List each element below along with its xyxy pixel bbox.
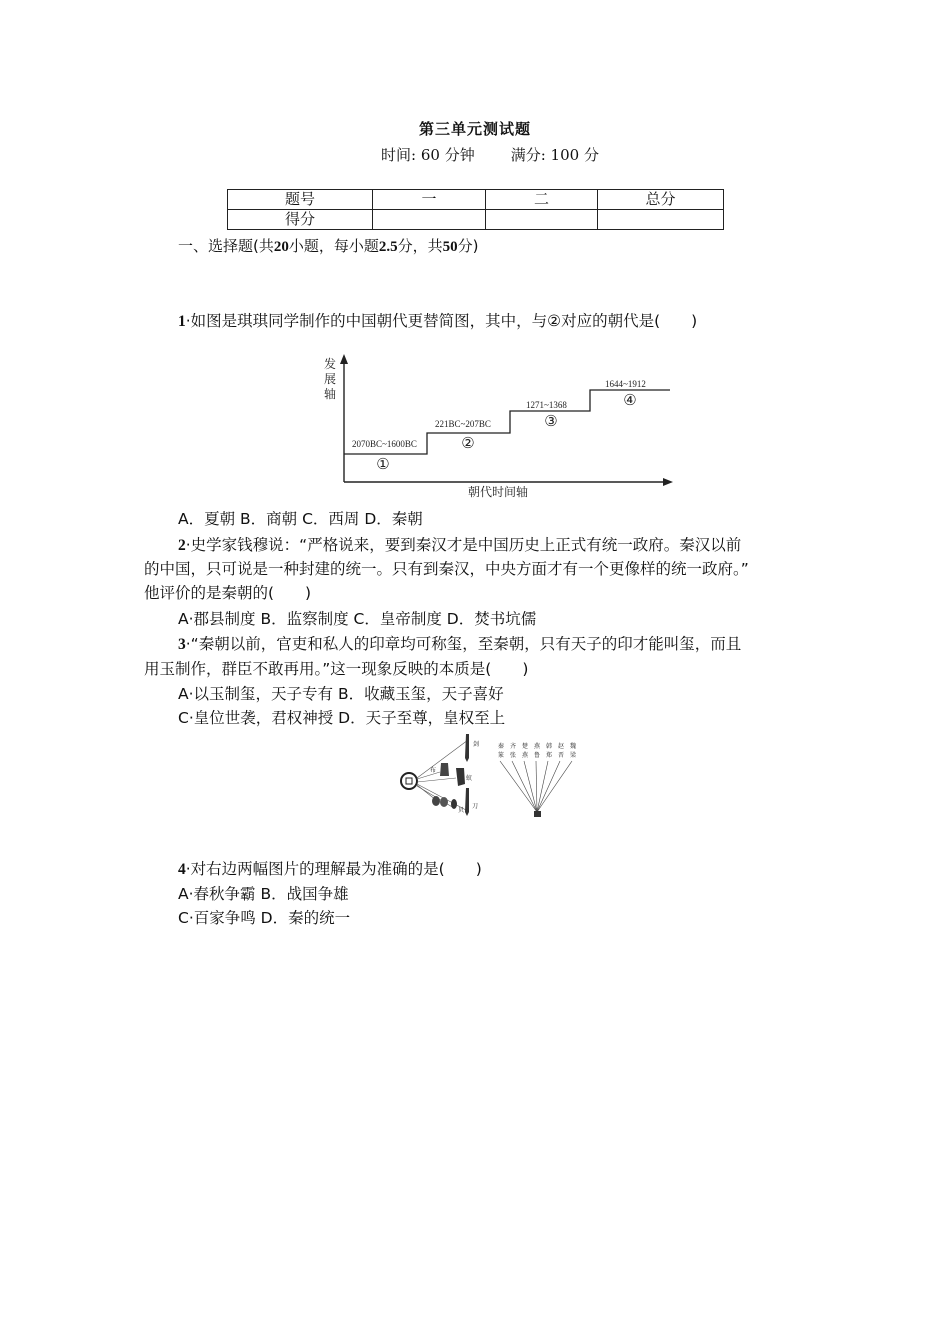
score-table-row bbox=[228, 210, 724, 230]
square-hole bbox=[406, 778, 412, 784]
question-3-options: C·皇位世袭，君权神授 D．天子至尊，皇权至上 bbox=[178, 709, 506, 727]
svg-text:晋: 晋 bbox=[558, 752, 565, 759]
step-mark: ① bbox=[376, 457, 390, 473]
question-3 bbox=[178, 632, 741, 657]
knife-coin-icon bbox=[465, 788, 469, 816]
question-text: ·史学家钱穆说：“严格说来，要到秦汉才是中国历史上正式有统一政府。秦汉以前 bbox=[185, 536, 742, 554]
question-3-options: A·以玉制玺，天子专有 B．收藏玉玺，天子喜好 bbox=[178, 685, 504, 703]
svg-text:鲁: 鲁 bbox=[534, 752, 541, 759]
score-cell[interactable] bbox=[486, 210, 598, 230]
question-1-options: A．夏朝 B．商朝 C．西周 D．秦朝 bbox=[178, 510, 423, 528]
y-axis-label-char: 发 bbox=[324, 357, 337, 371]
svg-text:齐: 齐 bbox=[510, 743, 517, 750]
question-text: ·如图是琪琪同学制作的中国朝代更替简图，其中，与②对应的朝代是( ) bbox=[185, 312, 698, 330]
svg-text:刀: 刀 bbox=[472, 803, 479, 810]
question-4-options: C·百家争鸣 D．秦的统一 bbox=[178, 909, 351, 927]
spade-coin-icon bbox=[456, 768, 465, 786]
step-range-label: 2070BC~1600BC bbox=[352, 439, 417, 449]
shell-coin-icon bbox=[451, 799, 457, 809]
svg-text:燕: 燕 bbox=[522, 752, 529, 759]
question-number: 1 bbox=[178, 313, 186, 330]
score-header-cell: 题号 bbox=[228, 190, 373, 210]
svg-text:贝: 贝 bbox=[458, 807, 465, 814]
svg-text:篆: 篆 bbox=[498, 752, 505, 759]
score-header-cell: 总分 bbox=[598, 190, 724, 210]
svg-text:郑: 郑 bbox=[546, 752, 553, 759]
question-4 bbox=[178, 857, 482, 882]
svg-text:楚: 楚 bbox=[522, 743, 529, 750]
time-limit: 时间: 60 分钟 bbox=[381, 146, 475, 164]
question-number: 3 bbox=[178, 636, 186, 653]
question-2-line: 的中国，只可说是一种封建的统一。只有到秦汉，中央方面才有一个更像样的统一政府。” bbox=[144, 560, 749, 578]
question-text: ·对右边两幅图片的理解最为准确的是( ) bbox=[185, 860, 482, 878]
question-4-options: A·春秋争霸 B．战国争雄 bbox=[178, 885, 349, 903]
svg-text:赵: 赵 bbox=[558, 743, 565, 750]
svg-text:梁: 梁 bbox=[570, 752, 577, 759]
y-axis-arrow-icon bbox=[340, 354, 348, 364]
question-2-line: 他评价的是秦朝的( ) bbox=[144, 584, 312, 602]
full-score: 满分: 100 分 bbox=[510, 146, 599, 164]
question-2-options: A·郡县制度 B．监察制度 C．皇帝制度 D．焚书坑儒 bbox=[178, 610, 537, 628]
question-text: ·“秦朝以前，官吏和私人的印章均可称玺，至秦朝，只有天子的印才能叫玺，而且 bbox=[185, 635, 742, 653]
page-title: 第三单元测试题 bbox=[418, 120, 531, 138]
y-axis-label-char: 展 bbox=[324, 372, 337, 386]
score-row-label: 得分 bbox=[228, 210, 373, 230]
shell-coin-icon bbox=[432, 796, 440, 806]
y-axis-label-char: 轴 bbox=[324, 387, 337, 401]
score-cell[interactable] bbox=[598, 210, 724, 230]
svg-text:剑: 剑 bbox=[473, 741, 480, 748]
total-points: 50 bbox=[442, 239, 458, 255]
exam-info bbox=[0, 144, 950, 165]
question-1 bbox=[178, 309, 697, 334]
question-number: 2 bbox=[178, 537, 186, 554]
score-table bbox=[227, 189, 724, 230]
question-number: 4 bbox=[178, 861, 186, 878]
step-range-label: 1271~1368 bbox=[526, 400, 567, 410]
dynasty-step-chart bbox=[318, 352, 678, 502]
coin-unification-picture bbox=[401, 734, 479, 816]
question-count: 20 bbox=[273, 239, 289, 255]
svg-text:魏: 魏 bbox=[570, 743, 577, 750]
score-header-cell: 二 bbox=[486, 190, 598, 210]
step-mark: ② bbox=[461, 436, 475, 452]
script-unification-picture bbox=[498, 742, 577, 817]
shell-coin-icon bbox=[440, 797, 448, 807]
svg-text:布: 布 bbox=[430, 767, 437, 774]
spade-coin-icon bbox=[440, 763, 449, 776]
x-axis-arrow-icon bbox=[663, 478, 673, 486]
svg-text:秦: 秦 bbox=[498, 743, 505, 750]
points-per-question: 2.5 bbox=[378, 239, 398, 255]
seal-script-icon bbox=[534, 811, 541, 817]
question-2 bbox=[178, 533, 741, 558]
step-range-label: 221BC~207BC bbox=[435, 419, 491, 429]
x-axis-label: 朝代时间轴 bbox=[467, 485, 529, 499]
score-table-header-row bbox=[228, 190, 724, 210]
svg-text:张: 张 bbox=[510, 752, 517, 759]
score-header-cell: 一 bbox=[373, 190, 486, 210]
coins-and-scripts-figure bbox=[396, 728, 586, 820]
step-mark: ④ bbox=[623, 393, 637, 409]
question-3-line: 用玉制作，群臣不敢再用。”这一现象反映的本质是( ) bbox=[144, 660, 529, 678]
svg-text:蚁: 蚁 bbox=[466, 775, 473, 782]
svg-text:燕: 燕 bbox=[534, 743, 541, 750]
section-heading: 一、选择题(共20小题，每小题2.5分，共50分) bbox=[178, 237, 479, 255]
step-range-label: 1644~1912 bbox=[605, 379, 646, 389]
knife-coin-icon bbox=[465, 734, 469, 762]
score-cell[interactable] bbox=[373, 210, 486, 230]
step-mark: ③ bbox=[544, 414, 558, 430]
svg-text:韩: 韩 bbox=[546, 743, 553, 750]
